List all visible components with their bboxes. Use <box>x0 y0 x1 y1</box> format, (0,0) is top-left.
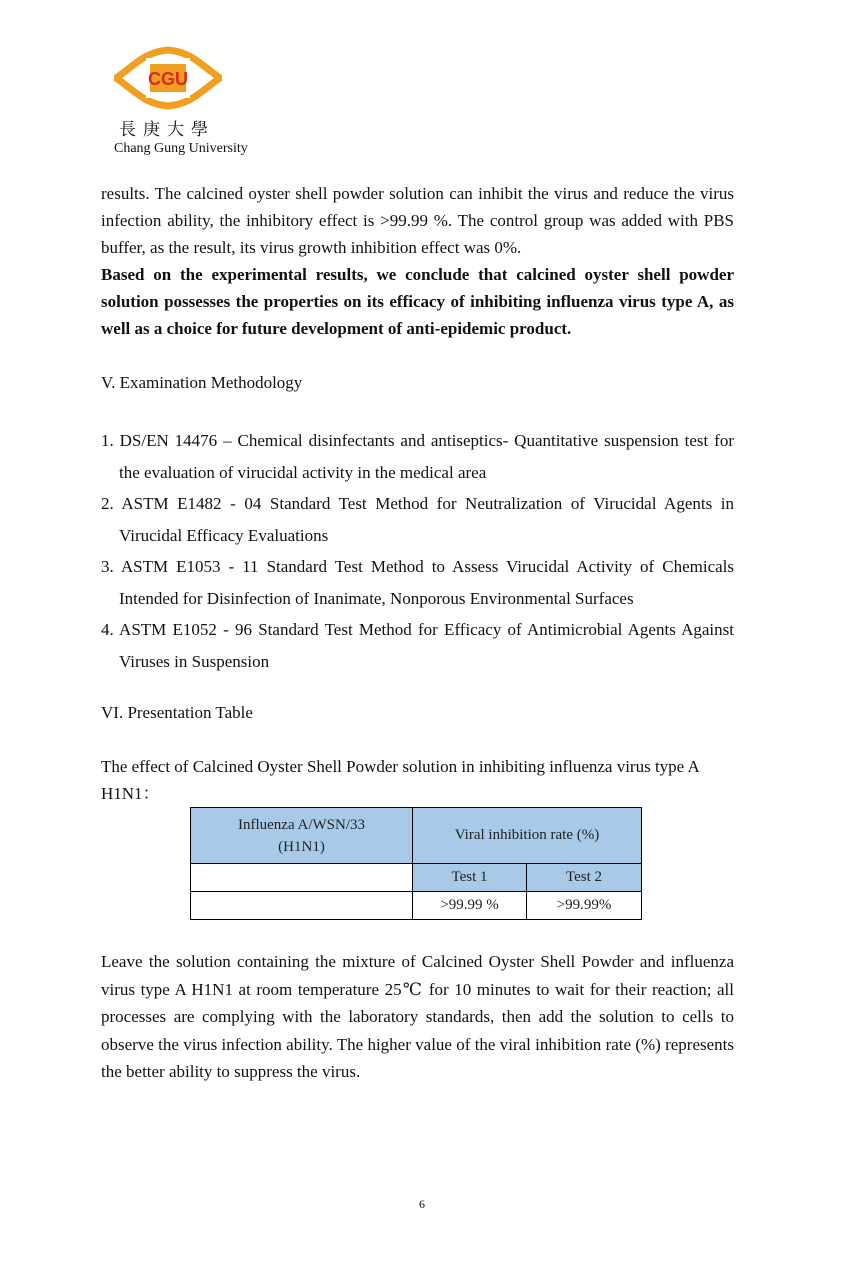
table-subheader-test1: Test 1 <box>413 864 527 892</box>
page-number: 6 <box>419 1197 425 1211</box>
table-caption: The effect of Calcined Oyster Shell Powder solution in inhibiting influenza virus type A H1N1： <box>101 757 699 803</box>
university-name-english: Chang Gung University <box>114 141 248 156</box>
university-logo-icon <box>114 44 222 112</box>
table-cell-test2-value: >99.99% <box>527 892 642 920</box>
list-item: 1. DS/EN 14476 – Chemical disinfectants and antiseptics- Quantitative suspension test for the evaluation of virucidal activity in the medical area <box>101 431 734 482</box>
list-item: 3. ASTM E1053 - 11 Standard Test Method to Assess Virucidal Activity of Chemicals Intended for Disinfection of Inanimate, Nonporous Environmental Surfaces <box>101 557 734 608</box>
section-5-heading: V. Examination Methodology <box>101 373 303 392</box>
closing-paragraph: Leave the solution containing the mixture of Calcined Oyster Shell Powder and influenza virus type A H1N1 at room temperature 25℃ for 10 minutes to wait for their reaction; all processes are complying with the laboratory standards, then add the solution to cells to observe the virus infection ability. The higher value of the viral inhibition rate (%) represents the better ability to suppress the virus. <box>101 952 734 1081</box>
section-6-heading: VI. Presentation Table <box>101 703 253 722</box>
list-item: 2. ASTM E1482 - 04 Standard Test Method for Neutralization of Virucidal Agents in Virucidal Efficacy Evaluations <box>101 494 734 545</box>
table-header-rate: Viral inhibition rate (%) <box>413 808 642 864</box>
table-subheader-test2: Test 2 <box>527 864 642 892</box>
document-body <box>101 180 734 1086</box>
inhibition-table <box>190 807 642 920</box>
list-item: 4. ASTM E1052 - 96 Standard Test Method for Efficacy of Antimicrobial Agents Against Viruses in Suspension <box>101 620 734 671</box>
header-virus-line1: Influenza A/WSN/33 <box>237 816 366 833</box>
results-paragraph: results. The calcined oyster shell powder solution can inhibit the virus and reduce the virus infection ability, the inhibitory effect is >99.99 %. The control group was added with PBS buffer, as the result, its virus growth inhibition effect was 0%. <box>101 184 734 257</box>
table-cell-test1-value: >99.99 % <box>413 892 527 920</box>
university-name-chinese: 長庚大學 <box>119 120 215 139</box>
conclusion-paragraph: Based on the experimental results, we conclude that calcined oyster shell powder solution possesses the properties on its efficacy of inhibiting influenza virus type A, as well as a choice for future development of anti-epidemic product. <box>101 265 734 338</box>
table-cell-empty <box>191 892 413 920</box>
header-virus-line2: (H1N1) <box>278 838 325 855</box>
table-cell-empty <box>191 864 413 892</box>
svg-text:CGU: CGU <box>148 69 188 89</box>
methodology-list <box>101 425 734 677</box>
table-header-virus <box>191 808 413 864</box>
